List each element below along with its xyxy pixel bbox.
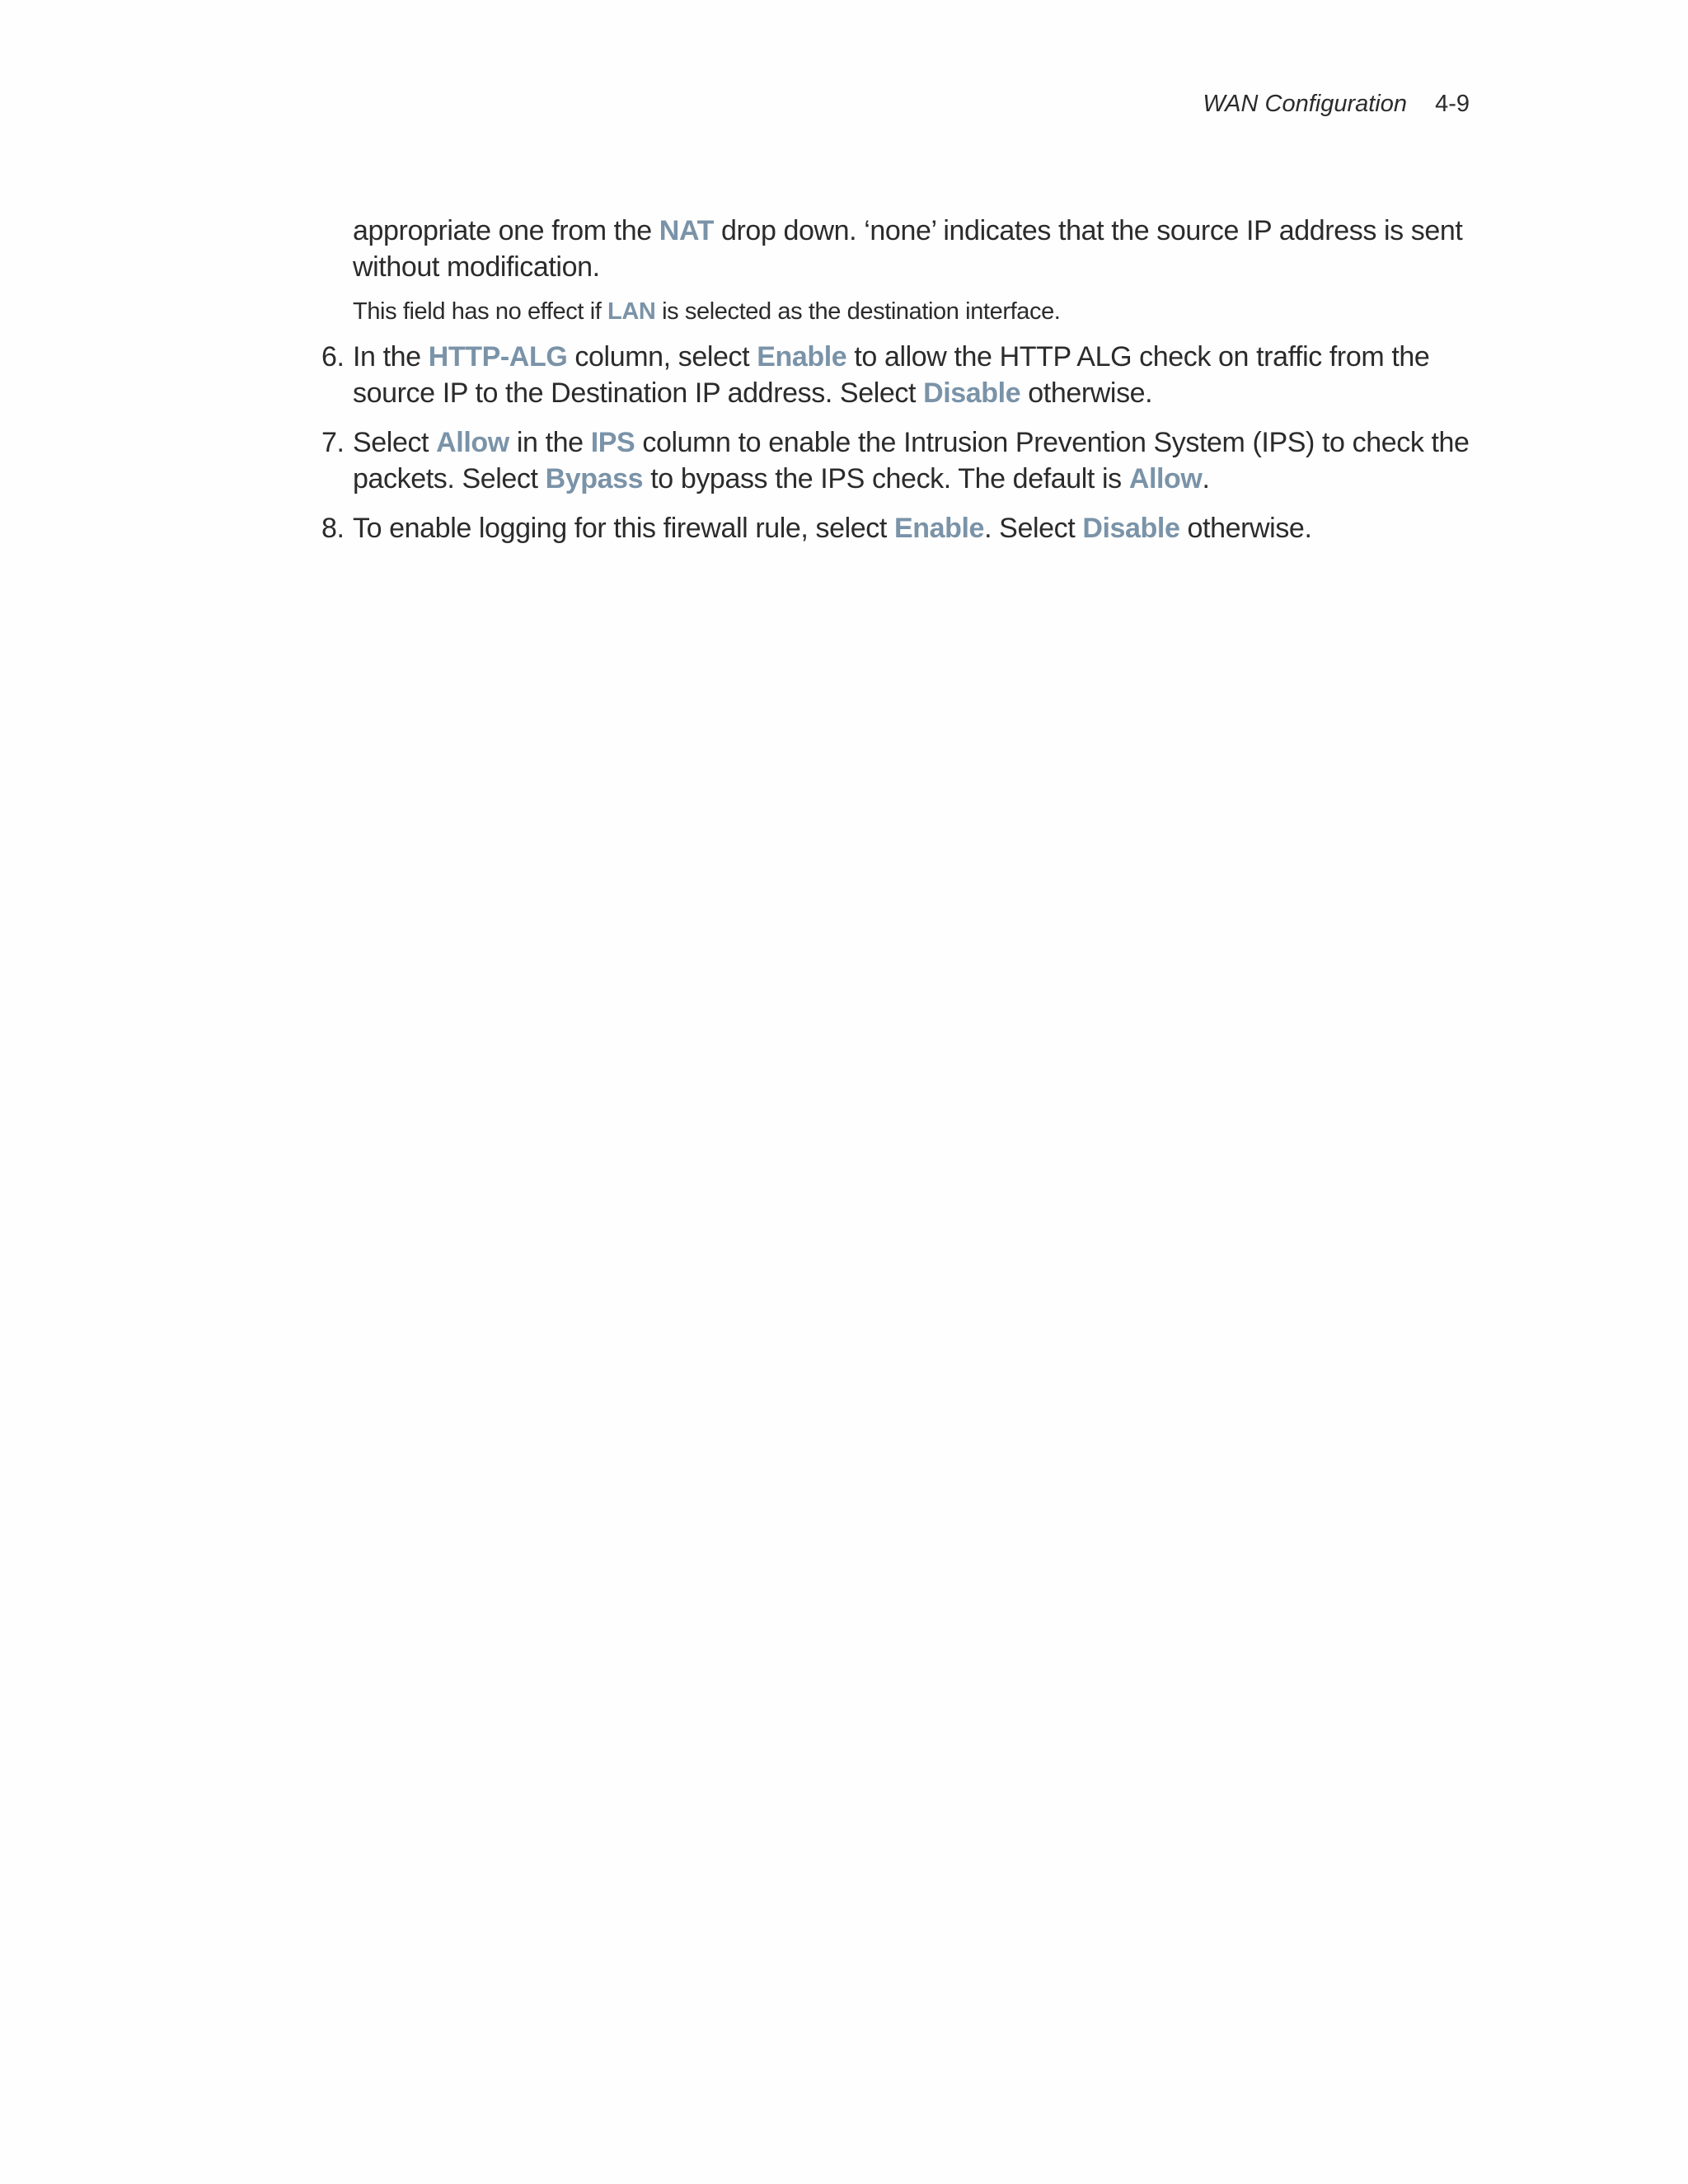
header-section-title: WAN Configuration xyxy=(1203,91,1408,117)
note-paragraph xyxy=(353,295,1490,328)
text-run: In the xyxy=(353,341,429,373)
keyword-allow: Allow xyxy=(436,427,509,458)
keyword-disable: Disable xyxy=(923,377,1021,409)
procedure-steps xyxy=(321,339,1490,546)
running-header xyxy=(1203,91,1470,118)
text-run: This field has no effect if xyxy=(353,298,608,325)
step-6 xyxy=(321,339,1490,411)
text-run: otherwise. xyxy=(1020,377,1153,409)
header-page-number: 4-9 xyxy=(1435,91,1470,117)
text-run: Select xyxy=(353,427,437,458)
text-run: column to enable the Intrusion Prevention System (IPS) to check the packets. Select xyxy=(353,427,1470,494)
page-body xyxy=(321,213,1490,560)
text-run: To enable logging for this firewall rule, select xyxy=(353,513,894,544)
text-run: column, select xyxy=(567,341,757,373)
text-run: . xyxy=(1202,463,1210,494)
keyword-lan: LAN xyxy=(607,298,656,325)
text-run: . Select xyxy=(984,513,1083,544)
step-number: 6. xyxy=(321,341,345,373)
text-run: appropriate one from the xyxy=(353,215,659,246)
text-run: is selected as the destination interface. xyxy=(655,298,1061,325)
keyword-allow-default: Allow xyxy=(1128,463,1203,494)
keyword-http-alg: HTTP-ALG xyxy=(428,341,568,373)
text-run: otherwise. xyxy=(1179,513,1312,544)
keyword-ips: IPS xyxy=(590,427,635,458)
keyword-nat: NAT xyxy=(659,215,714,246)
step-7 xyxy=(321,424,1490,497)
text-run: drop down. ‘none’ indicates that the source IP address is sent without modification. xyxy=(353,215,1463,283)
keyword-bypass: Bypass xyxy=(545,463,644,494)
text-run: to allow the HTTP ALG check on traffic from the source IP to the Destination IP address. Select xyxy=(353,341,1430,409)
keyword-enable: Enable xyxy=(757,341,847,373)
continuation-paragraph xyxy=(353,213,1490,285)
text-run: to bypass the IPS check. The default is xyxy=(643,463,1129,494)
step-number: 8. xyxy=(321,513,345,544)
step-number: 7. xyxy=(321,427,345,458)
text-run: in the xyxy=(509,427,591,458)
keyword-enable: Enable xyxy=(893,513,985,544)
step-8 xyxy=(321,510,1490,546)
keyword-disable: Disable xyxy=(1082,513,1180,544)
